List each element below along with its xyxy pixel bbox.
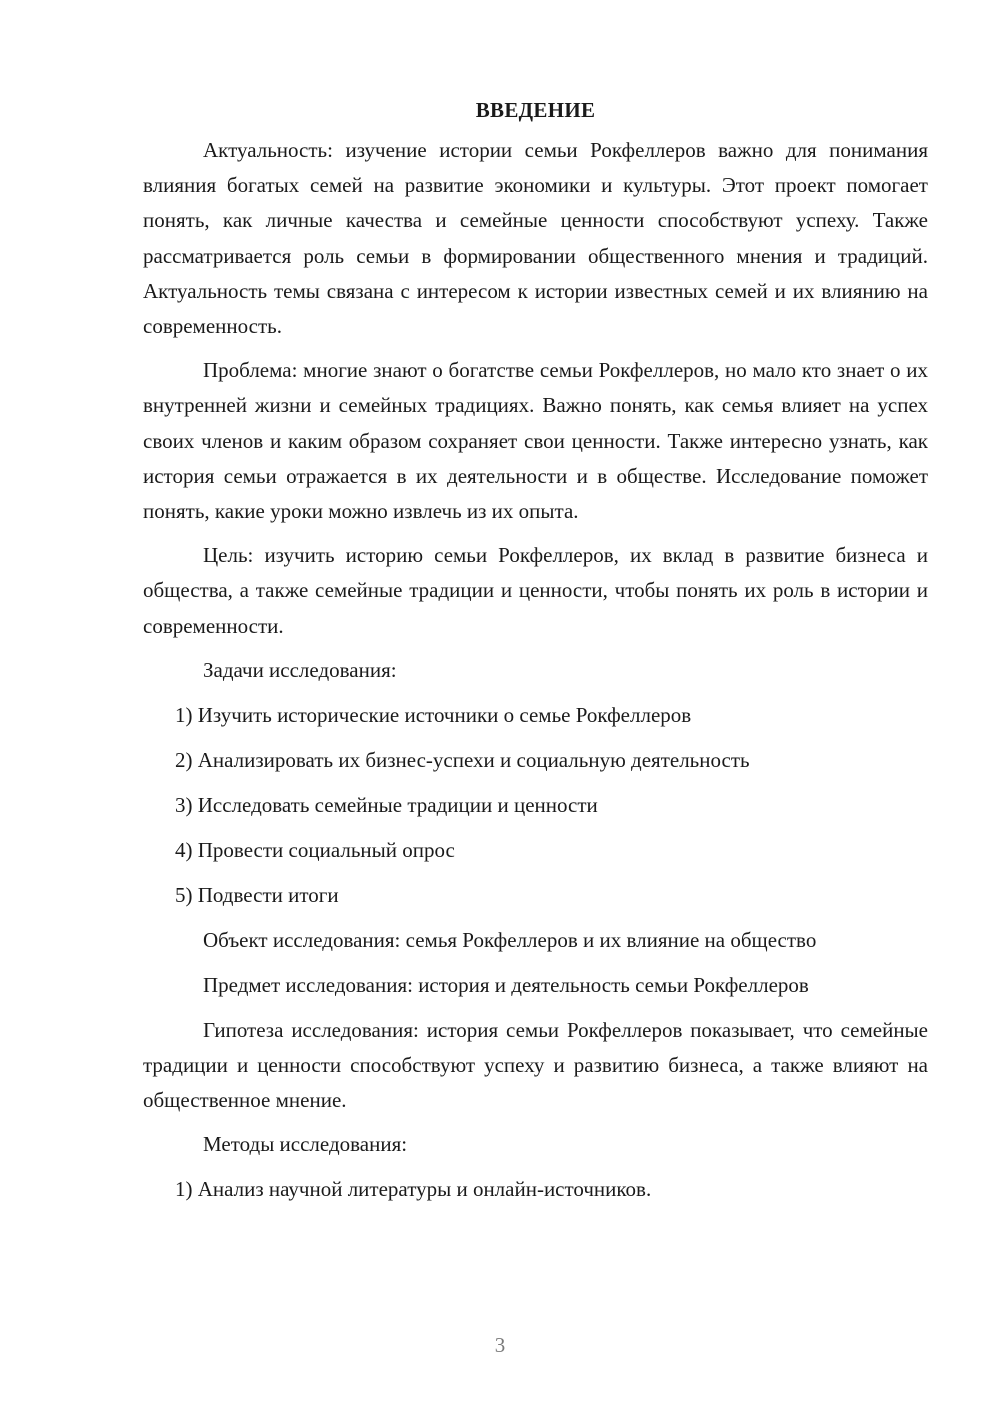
section-heading: ВВЕДЕНИЕ [475, 98, 596, 122]
task-item-3: 3) Исследовать семейные традиции и ценности [175, 792, 598, 817]
task-item-4: 4) Провести социальный опрос [175, 837, 455, 862]
research-subject: Предмет исследования: история и деятельность семьи Рокфеллеров [203, 972, 809, 997]
problem-paragraph: Проблема: многие знают о богатстве семьи Рокфеллеров, но мало кто знает о их внутренней жизни и семейных традициях. Важно понять, как семья влияет на успех своих членов и каким образом сохраняет свои ценности. Также интересно узнать, как история семьи отражается в их деятельности и в обществе. Исследование поможет понять, какие уроки можно извлечь из их опыта. [143, 358, 928, 524]
task-item-2: 2) Анализировать их бизнес-успехи и социальную деятельность [175, 747, 750, 772]
task-item-5: 5) Подвести итоги [175, 882, 339, 907]
page-number: 3 [494, 1333, 506, 1357]
hypothesis-paragraph: Гипотеза исследования: история семьи Рокфеллеров показывает, что семейные традиции и ценности способствуют успеху и развитию бизнеса, а также влияют на общественное мнение. [143, 1017, 928, 1113]
document-page [143, 92, 928, 1217]
task-item-1: 1) Изучить исторические источники о семье Рокфеллеров [175, 702, 692, 727]
research-object: Объект исследования: семья Рокфеллеров и их влияние на общество [203, 927, 817, 952]
tasks-title: Задачи исследования: [203, 657, 397, 682]
relevance-paragraph: Актуальность: изучение истории семьи Рокфеллеров важно для понимания влияния богатых семей на развитие экономики и культуры. Этот проект помогает понять, как личные качества и семейные ценности способствуют успеху. Также рассматривается роль семьи в формировании общественного мнения и традиций. Актуальность темы связана с интересом к истории известных семей и их влиянию на современность. [143, 138, 928, 339]
goal-paragraph: Цель: изучить историю семьи Рокфеллеров, их вклад в развитие бизнеса и общества, а также семейные традиции и ценности, чтобы понять их роль в истории и современности. [143, 543, 928, 638]
methods-title: Методы исследования: [203, 1132, 408, 1157]
method-item-1: 1) Анализ научной литературы и онлайн-источников. [175, 1177, 652, 1202]
